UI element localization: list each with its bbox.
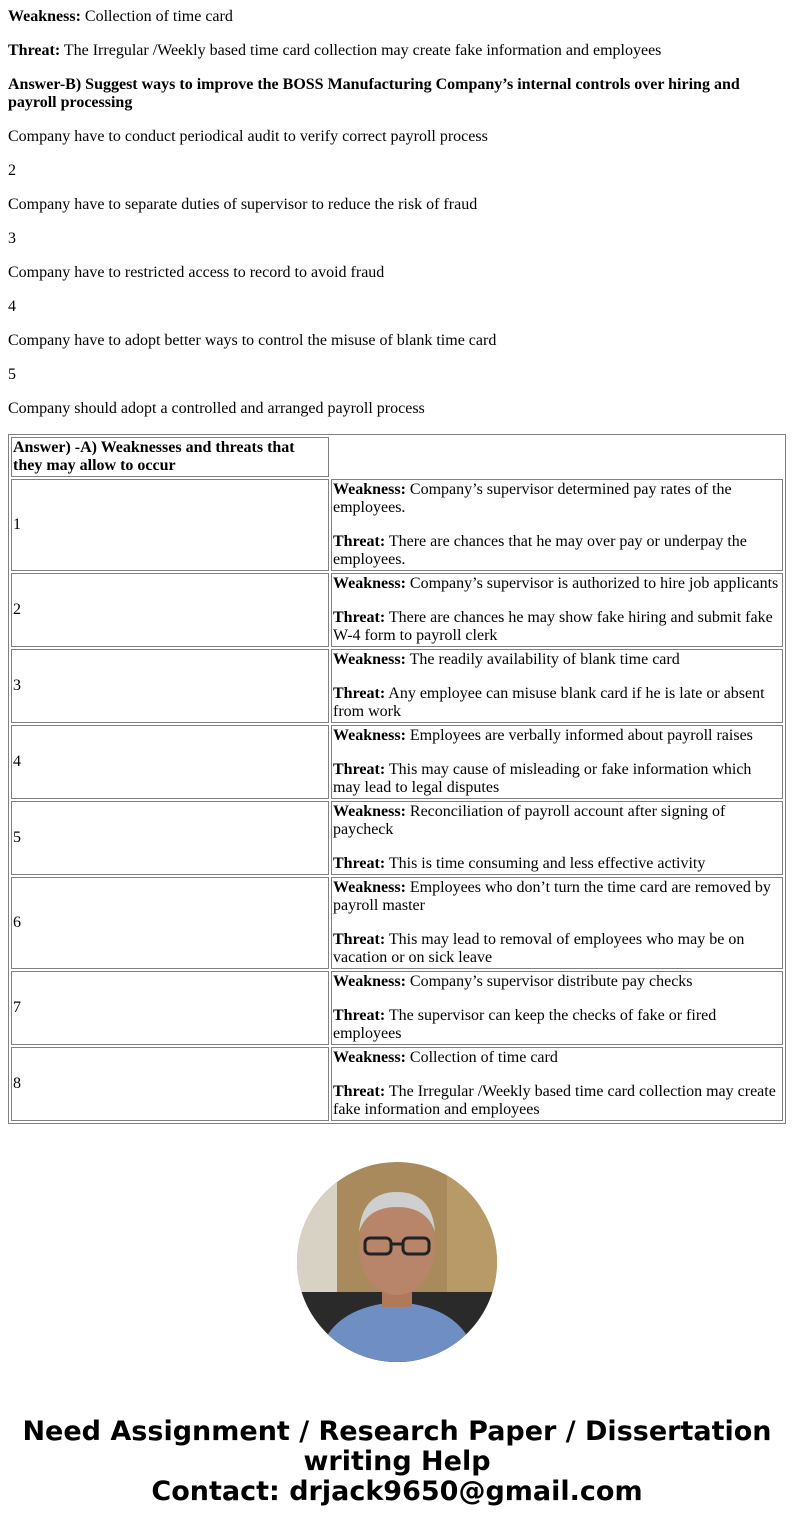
promo-banner bbox=[8, 1417, 786, 1507]
row-content bbox=[331, 1047, 783, 1121]
list-item: Company have to conduct periodical audit to verify correct payroll process bbox=[8, 128, 488, 145]
row-weakness: Weakness: Collection of time card bbox=[333, 1049, 558, 1066]
table-row bbox=[11, 971, 783, 1045]
row-weakness: Weakness: The readily availability of blank time card bbox=[333, 651, 680, 668]
table-row bbox=[11, 801, 783, 875]
row-content bbox=[331, 479, 783, 571]
table-row bbox=[11, 725, 783, 799]
table-header-row bbox=[11, 437, 783, 477]
row-weakness: Weakness: Company’s supervisor is authorized to hire job applicants bbox=[333, 575, 779, 592]
row-number: 5 bbox=[11, 801, 329, 875]
intro-weakness: Weakness: Collection of time card bbox=[8, 8, 233, 25]
answer-b-list bbox=[8, 128, 786, 418]
author-photo bbox=[8, 1162, 786, 1367]
list-item-number: 3 bbox=[8, 230, 16, 247]
row-weakness: Weakness: Employees who don’t turn the time card are removed by payroll master bbox=[333, 879, 771, 914]
list-item: Company have to adopt better ways to control the misuse of blank time card bbox=[8, 332, 497, 349]
row-number: 3 bbox=[11, 649, 329, 723]
row-weakness: Weakness: Company’s supervisor distribute pay checks bbox=[333, 973, 693, 990]
row-number: 1 bbox=[11, 479, 329, 571]
intro-threat: Threat: The Irregular /Weekly based time card collection may create fake information and employees bbox=[8, 42, 662, 59]
row-threat: Threat: There are chances he may show fake hiring and submit fake W-4 form to payroll clerk bbox=[333, 609, 773, 644]
promo-contact: Contact: drjack9650@gmail.com bbox=[151, 1476, 643, 1507]
row-number: 2 bbox=[11, 573, 329, 647]
row-content bbox=[331, 801, 783, 875]
row-number: 4 bbox=[11, 725, 329, 799]
row-number: 6 bbox=[11, 877, 329, 969]
table-header-empty bbox=[331, 437, 783, 477]
table-row bbox=[11, 1047, 783, 1121]
row-threat: Threat: The Irregular /Weekly based time card collection may create fake information and employees bbox=[333, 1083, 776, 1118]
row-threat: Threat: There are chances that he may over pay or underpay the employees. bbox=[333, 533, 747, 568]
row-content bbox=[331, 877, 783, 969]
row-threat: Threat: The supervisor can keep the checks of fake or fired employees bbox=[333, 1007, 717, 1042]
row-number: 7 bbox=[11, 971, 329, 1045]
row-number: 8 bbox=[11, 1047, 329, 1121]
table-header: Answer) -A) Weaknesses and threats that they may allow to occur bbox=[11, 437, 329, 477]
table-row bbox=[11, 877, 783, 969]
row-content bbox=[331, 573, 783, 647]
list-item-number: 5 bbox=[8, 366, 16, 383]
avatar bbox=[297, 1162, 497, 1362]
row-threat: Threat: Any employee can misuse blank card if he is late or absent from work bbox=[333, 685, 765, 720]
list-item-number: 4 bbox=[8, 298, 16, 315]
row-weakness: Weakness: Company’s supervisor determined pay rates of the employees. bbox=[333, 481, 732, 516]
row-content bbox=[331, 649, 783, 723]
list-item: Company have to separate duties of supervisor to reduce the risk of fraud bbox=[8, 196, 478, 213]
weakness-threat-table bbox=[8, 434, 786, 1124]
row-threat: Threat: This is time consuming and less effective activity bbox=[333, 855, 706, 872]
answer-b-heading: Answer-B) Suggest ways to improve the BOSS Manufacturing Company’s internal controls over hiring and payroll processing bbox=[8, 76, 740, 111]
table-row bbox=[11, 649, 783, 723]
row-content bbox=[331, 725, 783, 799]
list-item: Company should adopt a controlled and arranged payroll process bbox=[8, 400, 425, 417]
row-threat: Threat: This may cause of misleading or fake information which may lead to legal disputes bbox=[333, 761, 752, 796]
row-content bbox=[331, 971, 783, 1045]
row-threat: Threat: This may lead to removal of employees who may be on vacation or on sick leave bbox=[333, 931, 745, 966]
table-row bbox=[11, 479, 783, 571]
row-weakness: Weakness: Reconciliation of payroll account after signing of paycheck bbox=[333, 803, 726, 838]
table-row bbox=[11, 573, 783, 647]
list-item-number: 2 bbox=[8, 162, 16, 179]
list-item: Company have to restricted access to record to avoid fraud bbox=[8, 264, 385, 281]
promo-line: Need Assignment / Research Paper / Dissertation writing Help bbox=[22, 1416, 772, 1477]
row-weakness: Weakness: Employees are verbally informed about payroll raises bbox=[333, 727, 753, 744]
